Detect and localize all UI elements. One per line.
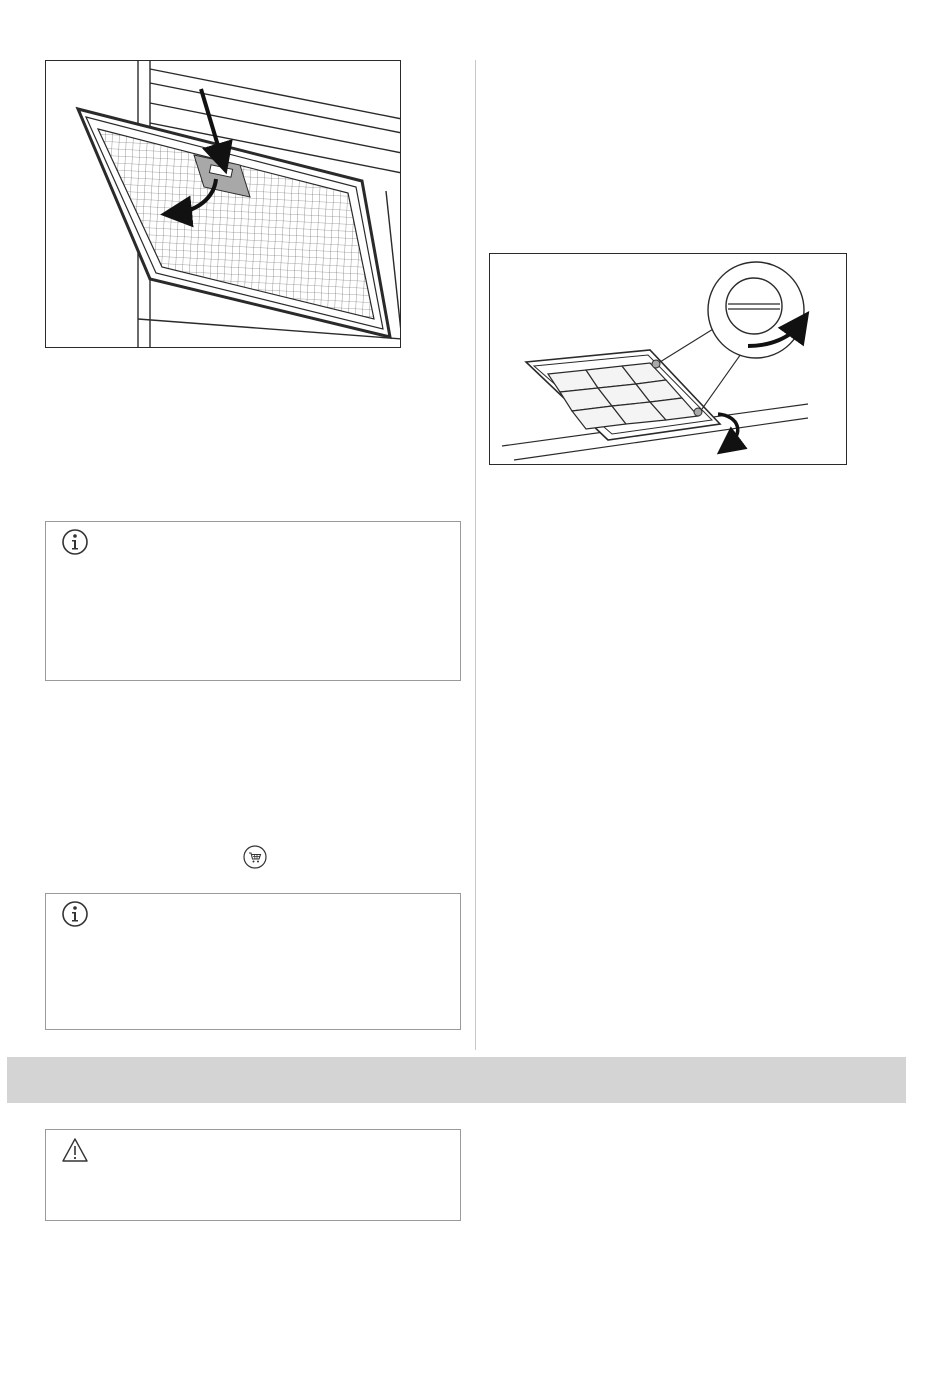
- shopping-cart-icon: [243, 845, 267, 869]
- carbon-filter-rotate-illustration: [490, 254, 847, 465]
- warning-triangle-icon: [60, 1136, 90, 1164]
- carbon-filter-figure: [489, 253, 847, 465]
- column-divider: [475, 60, 476, 1050]
- info-note-1: [45, 521, 461, 681]
- info-icon: [61, 900, 89, 928]
- grease-filter-release-illustration: [46, 61, 401, 348]
- grease-filter-figure: [45, 60, 401, 348]
- info-note-2: [45, 893, 461, 1030]
- section-header-band: [7, 1057, 906, 1103]
- info-icon: [61, 528, 89, 556]
- warning-note: [45, 1129, 461, 1221]
